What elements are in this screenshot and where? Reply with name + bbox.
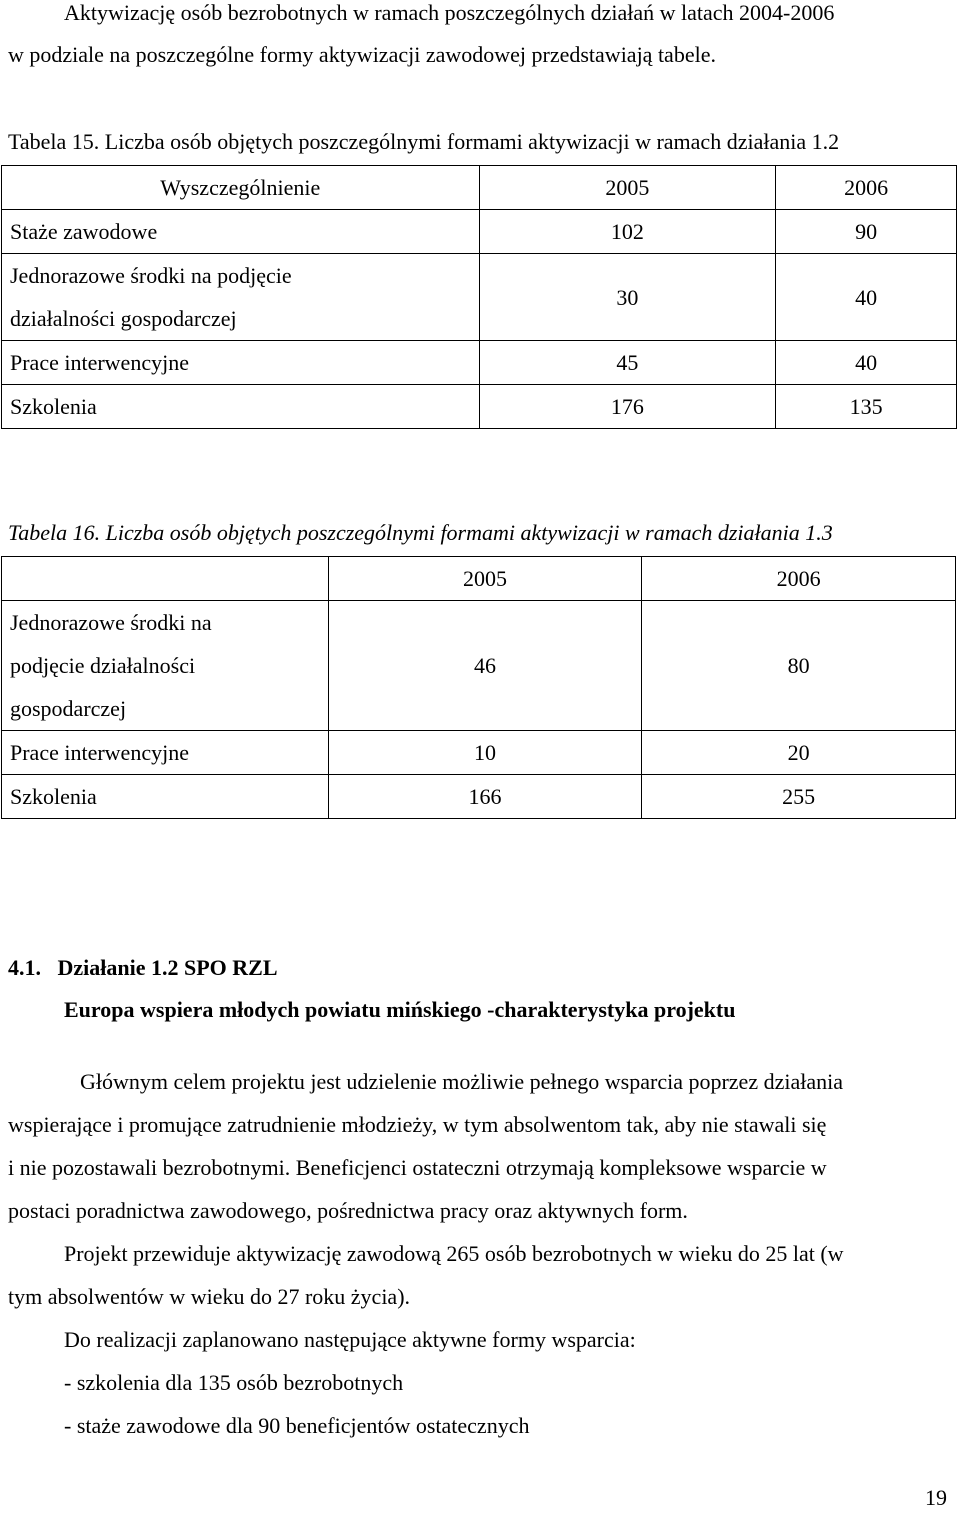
- table16-label-line: Jednorazowe środki na: [10, 610, 212, 635]
- intro-line-1: Aktywizację osób bezrobotnych w ramach poszczególnych działań w latach 2004-2006: [64, 0, 835, 25]
- table16-label-line: gospodarczej: [10, 696, 127, 721]
- body-p3: Do realizacji zaplanowano następujące aktywne formy wsparcia:: [64, 1327, 636, 1352]
- intro-line-2: w podziale na poszczególne formy aktywizacji zawodowej przedstawiają tabele.: [8, 42, 716, 67]
- body-p2-line: Projekt przewiduje aktywizację zawodową 265 osób bezrobotnych w wieku do 25 lat (w: [64, 1241, 844, 1266]
- table16-label-cell: Szkolenia: [2, 775, 329, 819]
- table-row: [2, 341, 957, 385]
- table-row: [2, 775, 956, 819]
- table15-label-cell: Szkolenia: [2, 385, 480, 429]
- table16-value-cell: 10: [328, 731, 642, 775]
- page-number: 19: [925, 1485, 947, 1510]
- table16-label-cell: Prace interwencyjne: [2, 731, 329, 775]
- table15-value-cell: 176: [479, 385, 776, 429]
- table15-value-cell: 102: [479, 210, 776, 254]
- table16-value-cell: 80: [642, 601, 956, 731]
- table15-header-cell: 2006: [776, 166, 957, 210]
- table15-value-cell: 90: [776, 210, 957, 254]
- table-row: [2, 385, 957, 429]
- table16-header-cell: 2006: [642, 557, 956, 601]
- table-row: [2, 210, 957, 254]
- table15-header-cell: Wyszczególnienie: [2, 166, 480, 210]
- table15-value-cell: 135: [776, 385, 957, 429]
- table15-header-cell: 2005: [479, 166, 776, 210]
- section-heading: [8, 955, 278, 981]
- table15: [1, 165, 957, 429]
- table16-caption: Tabela 16. Liczba osób objętych poszczególnymi formami aktywizacji w ramach działania 1.3: [8, 520, 833, 545]
- table16-label-cell: [2, 601, 329, 731]
- table-row: [2, 254, 957, 341]
- list-item: - staże zawodowe dla 90 beneficjentów ostatecznych: [64, 1413, 530, 1438]
- section-title: Działanie 1.2 SPO RZL: [57, 955, 278, 980]
- table15-label-cell: Staże zawodowe: [2, 210, 480, 254]
- body-p1-line: postaci poradnictwa zawodowego, pośrednictwa pracy oraz aktywnych form.: [8, 1198, 688, 1223]
- table15-header-row: [2, 166, 957, 210]
- section-number: 4.1.: [8, 955, 41, 980]
- table15-caption: Tabela 15. Liczba osób objętych poszczególnymi formami aktywizacji w ramach działania 1.2: [8, 129, 840, 154]
- body-p1-line: Głównym celem projektu jest udzielenie możliwie pełnego wsparcia poprzez działania: [80, 1069, 843, 1094]
- table15-label-line: działalności gospodarczej: [10, 306, 237, 331]
- table16-value-cell: 166: [328, 775, 642, 819]
- table15-value-cell: 30: [479, 254, 776, 341]
- table15-label-cell: [2, 254, 480, 341]
- table16-header-cell: [2, 557, 329, 601]
- table-row: [2, 731, 956, 775]
- table16-label-line: podjęcie działalności: [10, 653, 196, 678]
- body-p1-line: wspierające i promujące zatrudnienie młodzieży, w tym absolwentom tak, aby nie stawali się: [8, 1112, 827, 1137]
- table16: [1, 556, 956, 819]
- table15-value-cell: 40: [776, 341, 957, 385]
- table16-value-cell: 20: [642, 731, 956, 775]
- section-subtitle: Europa wspiera młodych powiatu mińskiego -charakterystyka projektu: [64, 997, 736, 1022]
- table15-label-cell: Prace interwencyjne: [2, 341, 480, 385]
- body-p1-line: i nie pozostawali bezrobotnymi. Beneficjenci ostateczni otrzymają kompleksowe wsparcie w: [8, 1155, 827, 1180]
- list-item: - szkolenia dla 135 osób bezrobotnych: [64, 1370, 404, 1395]
- table16-header-cell: 2005: [328, 557, 642, 601]
- table-row: [2, 601, 956, 731]
- body-p2-line: tym absolwentów w wieku do 27 roku życia).: [8, 1284, 411, 1309]
- table16-value-cell: 46: [328, 601, 642, 731]
- table16-value-cell: 255: [642, 775, 956, 819]
- table16-header-row: [2, 557, 956, 601]
- table15-value-cell: 40: [776, 254, 957, 341]
- table15-value-cell: 45: [479, 341, 776, 385]
- table15-label-line: Jednorazowe środki na podjęcie: [10, 263, 292, 288]
